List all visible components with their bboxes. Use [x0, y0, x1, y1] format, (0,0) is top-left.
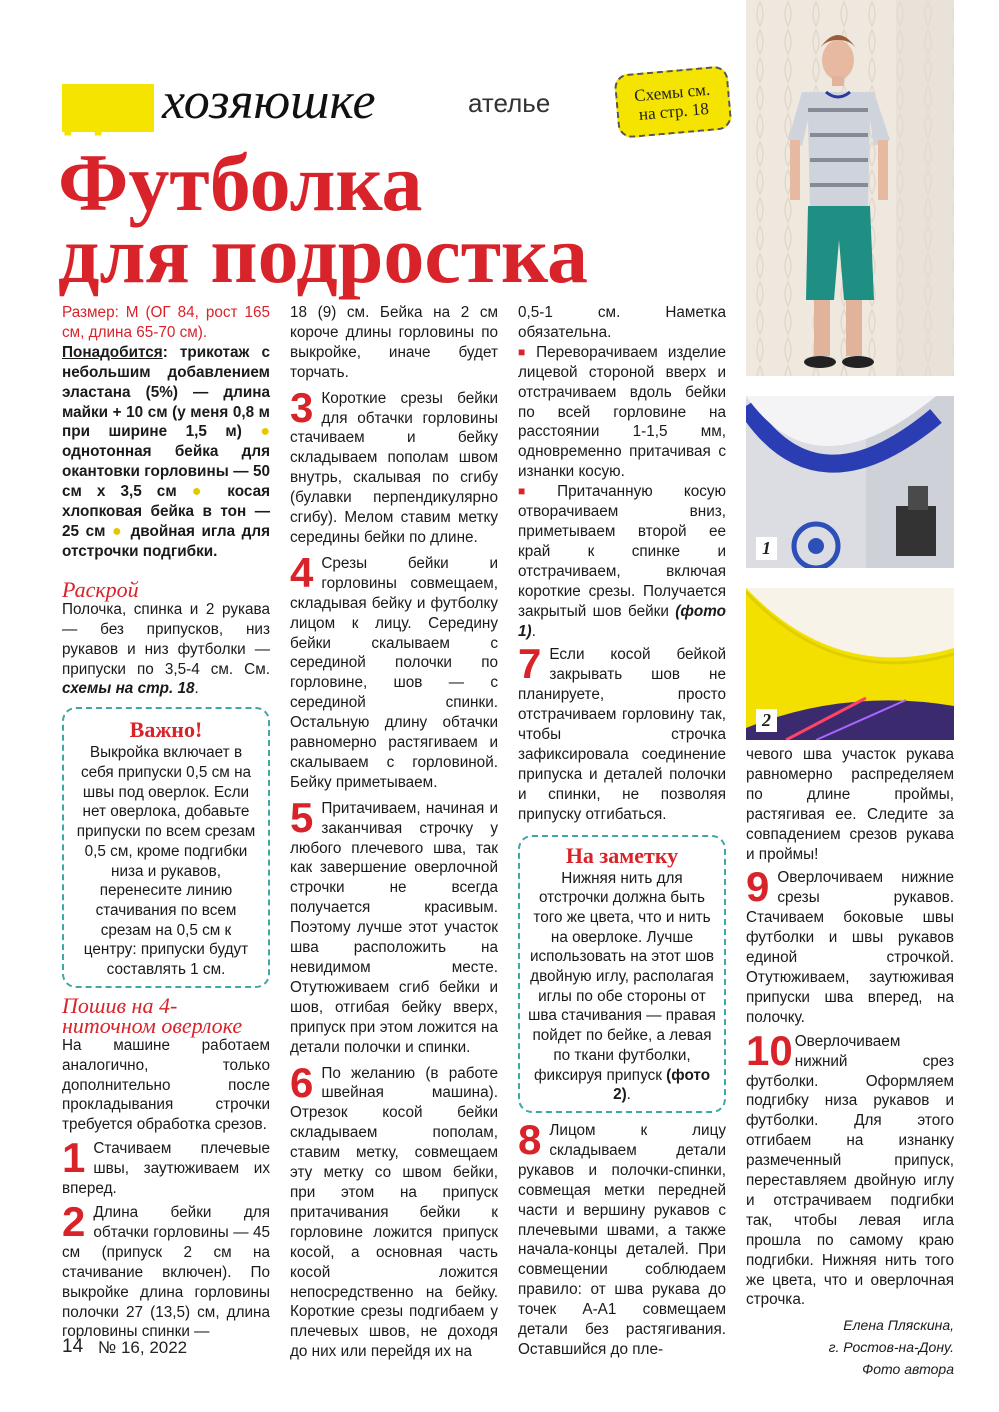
- schemes-badge-text: Схемы см. на стр. 18: [633, 79, 711, 124]
- note-box: [518, 835, 726, 1113]
- important-text: Выкройка включает в себя припуски 0,5 см на швы под оверлок. Если нет оверлока, добавьте припуски по всем срезам 0,5 см, кроме подгибки низа и рукавов, перенесите линию стачивания по всем срезам на 0,5 см к центру: припуски будут составлять 1 см.: [76, 744, 256, 979]
- main-photo-boy: [746, 0, 954, 376]
- step-8-text: Лицом к лицу складываем детали рукавов и полочки-спинки, совмещая метки передней части и вершину рукавов с плечевыми швами, а также начала-концы деталей. При совмещении соблюдаем правило: от шва рукава до точек А-А1 совмещаем детали без растягивания. Оставшийся до пле-: [518, 1122, 726, 1358]
- step-8: [518, 1116, 726, 1360]
- step-5-text: Притачиваем, начиная и заканчивая строчку у любого плечевого шва, так как завершение оверлочной строчки не всегда получается красивым. Поэтому лучше этот участок шва расположить на невидимом месте. Отутюживаем сгиб бейки и шов, отгибая бейку вверх, припуск при этом ложится на детали полочки и спинки.: [290, 799, 498, 1056]
- article-title-line1: Футболка: [58, 137, 423, 228]
- poshiv-text: На машине работаем аналогично, только дополнительно после прокладывания строчки требуется обработка срезов.: [62, 1036, 270, 1134]
- size-info: Размер: М (ОГ 84, рост 165 см, длина 65-70 см).: [62, 304, 270, 341]
- materials-item-3: косая хлопковая бейка в тон — 25 см: [62, 483, 271, 540]
- bullet-dot-icon: ●: [260, 423, 271, 441]
- step-6-continued: 0,5-1 см. Наметка обязательна.: [518, 304, 726, 341]
- step-3-number: 3: [290, 383, 314, 431]
- note-title: На заметку: [565, 842, 679, 868]
- step-9: [746, 863, 954, 1027]
- materials-list: [62, 343, 270, 562]
- photo-1-neckline: [746, 396, 954, 568]
- step-2-text: Длина бейки для обтачки горловины — 45 см (припуск 2 см на стачивание включен). По выкройке длина горловины полочки 27 (13,5) см, длина горловины спинки —: [62, 1204, 270, 1341]
- photo-credit: Фото автора: [862, 1361, 954, 1378]
- photo-2-hem: [746, 588, 954, 740]
- step-1-text: Стачиваем плечевые швы, заутюживаем их вперед.: [62, 1140, 270, 1198]
- raskroy-body: Полочка, спинка и 2 рукава — без припусков, низ рукавов и низ футболки — припуски по 3,5-4 см. См.: [62, 600, 270, 678]
- column-3: [518, 303, 726, 1360]
- step-6-number: 6: [290, 1058, 314, 1106]
- square-bullet-icon: ■: [518, 484, 553, 499]
- step-10-text: Оверлочиваем нижний срез футболки. Оформляем подгибку низа рукавов и футболки. Для этого отгибаем на изнанку размеченный припуск, переставляем двойную иглу и отстрачиваем подгибки так, чтобы левая игла прошла по самому краю подгибки. Нижняя нить того же цвета, что и оверлочная строчка.: [746, 1032, 954, 1309]
- bullet-1-text: Переворачиваем изделие лицевой стороной вверх и отстрачиваем вдоль бейки по всей горловине на расстоянии 1-1,5 мм, одновременно притачивая с изнанки косую.: [518, 343, 726, 481]
- step-5: [290, 793, 498, 1058]
- step-8-continued: чевого шва участок рукава равномерно распределяем по длине проймы, растягивая ее. Следите за совпадением срезов рукава и проймы!: [746, 746, 954, 863]
- hem-closeup-illustration: [746, 588, 954, 740]
- step-2-number: 2: [62, 1198, 86, 1245]
- step-8-number: 8: [518, 1116, 542, 1163]
- bullet-dot-icon: ●: [191, 483, 213, 501]
- step-5-number: 5: [290, 793, 314, 841]
- step-2: [62, 1198, 270, 1342]
- section-name: хозяюшке: [162, 73, 376, 130]
- step-9-number: 9: [746, 863, 770, 911]
- step-9-text: Оверлочиваем нижние срезы рукавов. Стачиваем боковые швы футболки и швы рукавов единой строчкой. Отутюживаем, заутюживая припуски шва вперед, на полочку.: [746, 869, 954, 1026]
- square-bullet-icon: ■: [518, 344, 532, 359]
- note-body: Нижняя нить для отстрочки должна быть того же цвета, что и нить на оверлоке. Лучше использовать на этот шов двойную иглу, располагая иглы по обе стороны от шва стачивания — правая пойдет по бейке, а левая по ткани футболки, фиксируя припуск: [528, 869, 716, 1084]
- step-6: [290, 1058, 498, 1363]
- step-3-text: Короткие срезы бейки для обтачки горловины стачиваем и бейку складываем пополам швом внутрь, скалывая по сгибу (булавки перпендикулярно сгибу). Мелом ставим метку середины бейки по длине.: [290, 389, 498, 546]
- raskroy-text: Полочка, спинка и 2 рукава — без припусков, низ рукавов и низ футболки — припуски по 3,5-4 см. См. схемы на стр. 18.: [62, 600, 270, 698]
- neckline-closeup-illustration: [746, 396, 954, 568]
- step-4: [290, 548, 498, 793]
- column-1: [62, 303, 270, 1342]
- raskroy-schemes-ref: схемы на стр. 18: [62, 680, 195, 698]
- bullet-dot-icon: ●: [112, 522, 124, 540]
- column-4: [746, 745, 954, 1380]
- bullet-2-text: Притачанную косую отворачиваем вниз, приметываем второй ее край к спинке и отстрачиваем, включая короткие срезы. Получается закрытый шов бейки: [518, 483, 726, 620]
- section-title-raskroy: Раскрой: [62, 576, 139, 602]
- step-7-number: 7: [518, 640, 542, 688]
- article-title-line2: для подростка: [58, 209, 588, 300]
- photo-2-ref: (фото 2): [613, 1066, 711, 1104]
- step-2-continued: 18 (9) см. Бейка на 2 см короче длины горловины по выкройке, иначе будет торчать.: [290, 304, 498, 381]
- note-text: Нижняя нить для отстрочки должна быть того же цвета, что и нить на оверлоке. Лучше использовать на этот шов двойную иглу, располагая иглы по обе стороны от шва стачивания — правая пойдет по бейке, а левая по ткани футболки, фиксируя припуск (фото 2).: [528, 869, 716, 1104]
- materials-item-1: : трикотаж с небольшим добавлением эластана (5%) — длина майки + 10 см (у меня 0,8 м при ширине 1,5 м): [62, 343, 270, 441]
- step-7: [518, 640, 726, 824]
- schemes-badge: [613, 65, 732, 139]
- important-title: Важно!: [129, 717, 203, 743]
- step-1-number: 1: [62, 1134, 86, 1182]
- magazine-logo-text: ДС: [64, 77, 138, 137]
- section-title-poshiv: Пошив на 4-ниточном оверлоке: [62, 992, 243, 1038]
- bullet-paragraph-1: [518, 343, 726, 482]
- photo-1-ref: (фото 1): [518, 602, 727, 640]
- materials-item-2: однотонная бейка для окантовки горловины — 50 см х 3,5 см: [62, 443, 270, 501]
- step-7-text: Если косой бейкой закрывать шов не планируете, просто отстрачиваем горловину так, чтобы строчка зафиксировала соединение припуска и деталей полочки и спинки, не позволяя припуску отгибаться.: [518, 646, 726, 823]
- step-10-number: 10: [746, 1026, 793, 1074]
- author-signature: [746, 1314, 954, 1380]
- materials-label: Понадобится: [62, 343, 163, 361]
- step-3: [290, 383, 498, 548]
- step-4-number: 4: [290, 548, 314, 596]
- photo-1-number: 1: [756, 537, 777, 560]
- step-4-text: Срезы бейки и горловины совмещаем, складывая бейку и футболку лицом к лицу. Середину бейки скалываем с серединой полочки по горловине, шов — с серединой спинки. Остальную длину обтачки равномерно растягиваем и скалываем с горловиной. Бейку приметываем.: [290, 554, 498, 791]
- materials-item-4: двойная игла для отстрочки подгибки.: [62, 522, 271, 560]
- important-box: [62, 707, 270, 987]
- author-city: г. Ростов-на-Дону.: [828, 1339, 954, 1356]
- step-10: [746, 1026, 954, 1311]
- photo-2-number: 2: [756, 709, 777, 732]
- step-6-text: По желанию (в работе швейная машина). Отрезок косой бейки складываем пополам, ставим метку, совмещаем эту метку со швом бейки, при этом на припуск притачивания бейки к горловине ложится припуск косой, а основная часть косой ложится непосредственно на бейку. Короткие срезы подгибаем у плечевых швов, не доходя до них или перейдя их на: [290, 1064, 498, 1361]
- subsection-name: ателье: [468, 88, 551, 118]
- boy-in-tshirt-illustration: [746, 0, 954, 376]
- issue-number: № 16, 2022: [98, 1338, 188, 1357]
- page-number: 14: [62, 1336, 84, 1357]
- column-2: [290, 303, 498, 1362]
- step-1: [62, 1134, 270, 1199]
- bullet-paragraph-2: ■ Притачанную косую отворачиваем вниз, приметываем второй ее край к спинке и отстрачиваем, включая короткие срезы. Получается закрытый шов бейки (фото 1).: [518, 483, 727, 640]
- author-name: Елена Пляскина,: [843, 1317, 954, 1334]
